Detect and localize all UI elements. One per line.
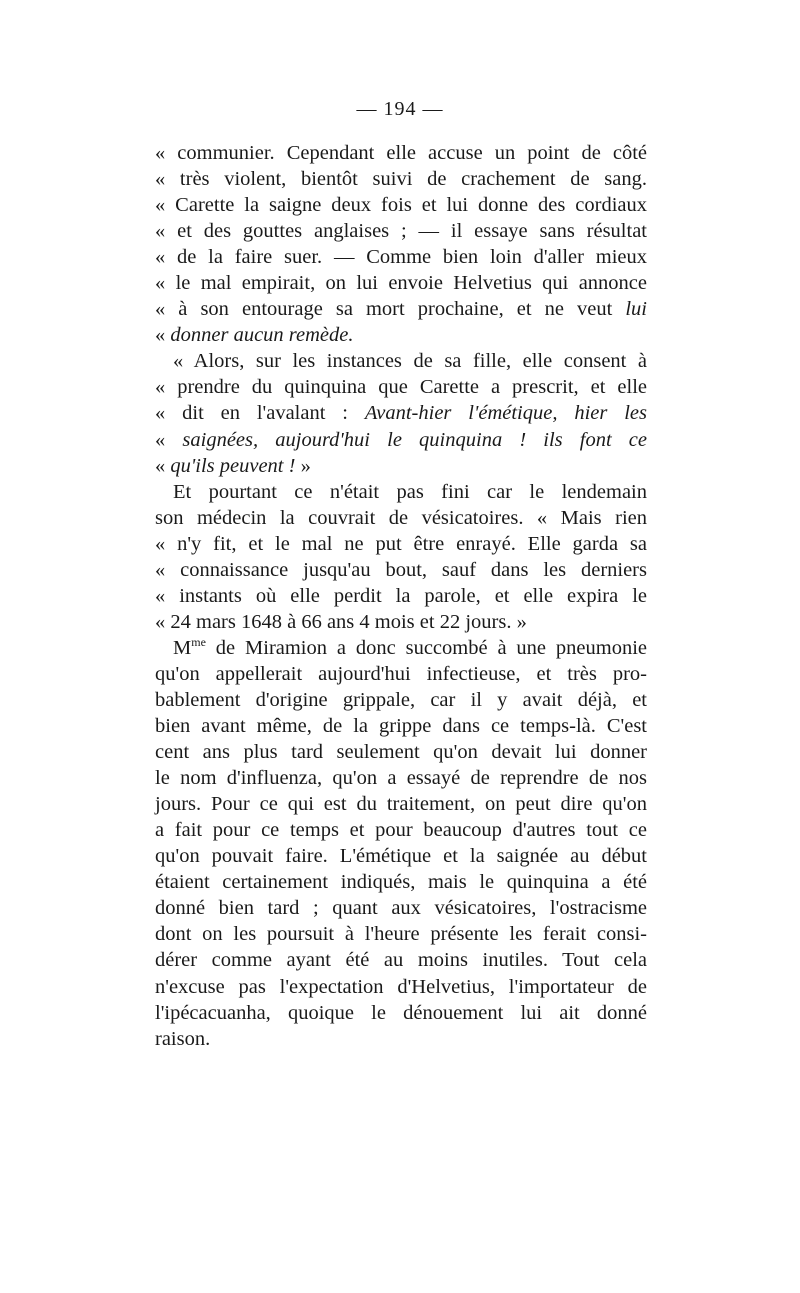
- text-line: [155, 453, 647, 479]
- text-segment: jours. Pour ce qui est du traitement, on peut dire qu'on: [155, 793, 647, 816]
- text-segment: de Miramion a donc succombé à une pneumonie: [205, 636, 647, 659]
- italic-text: qu'ils peuvent !: [170, 454, 296, 477]
- italic-text: donner aucun remède.: [170, 324, 354, 347]
- text-segment: dérer comme ayant été au moins inutiles. Tout cela: [155, 949, 647, 972]
- italic-text: Avant-hier l'émétique, hier les: [364, 402, 647, 425]
- text-line: [155, 895, 647, 921]
- text-segment: »: [295, 454, 311, 477]
- text-line: [155, 661, 647, 687]
- text-segment: « Carette la saigne deux fois et lui donne des cordiaux: [155, 194, 647, 217]
- text-segment: « 24 mars 1648 à 66 ans 4 mois et 22 jours. »: [155, 610, 527, 633]
- text-line: [155, 166, 647, 192]
- text-line: [155, 140, 647, 166]
- text-line: [155, 765, 647, 791]
- text-line: [155, 348, 647, 374]
- text-segment: n'excuse pas l'expectation d'Helvetius, l'importateur de: [155, 975, 647, 998]
- italic-text: lui: [625, 298, 647, 321]
- text-segment: «: [155, 324, 171, 347]
- text-segment: M: [173, 636, 192, 659]
- italic-text: saignées, aujourd'hui le quinquina ! ils font ce: [182, 428, 648, 451]
- text-segment: « le mal empirait, on lui envoie Helvetius qui annonce: [155, 272, 647, 295]
- text-line: [155, 244, 647, 270]
- text-segment: qu'on pouvait faire. L'émétique et la saignée au début: [155, 845, 647, 868]
- text-segment: «: [155, 454, 171, 477]
- text-segment: raison.: [155, 1027, 211, 1050]
- text-segment: qu'on appellerait aujourd'hui infectieuse, et très pro-: [155, 662, 647, 685]
- text-line: [155, 322, 647, 348]
- text-line: [155, 609, 647, 635]
- text-segment: Et pourtant ce n'était pas fini car le lendemain: [173, 480, 647, 503]
- text-line: [155, 713, 647, 739]
- text-segment: le nom d'influenza, qu'on a essayé de reprendre de nos: [155, 767, 647, 790]
- text-line: [155, 479, 647, 505]
- text-line: [155, 687, 647, 713]
- text-line: [155, 583, 647, 609]
- text-segment: «: [155, 428, 183, 451]
- body-text: [155, 140, 647, 1052]
- text-line: [155, 427, 647, 453]
- text-segment: « instants où elle perdit la parole, et elle expira le: [155, 584, 647, 607]
- text-segment: étaient certainement indiqués, mais le quinquina a été: [155, 871, 647, 894]
- text-line: [155, 635, 647, 661]
- text-line: [155, 374, 647, 400]
- text-line: [155, 557, 647, 583]
- text-segment: dont on les poursuit à l'heure présente les ferait consi-: [155, 923, 647, 946]
- text-line: [155, 791, 647, 817]
- text-line: [155, 921, 647, 947]
- text-segment: donné bien tard ; quant aux vésicatoires, l'ostracisme: [155, 897, 647, 920]
- text-segment: a fait pour ce temps et pour beaucoup d'autres tout ce: [155, 819, 647, 842]
- text-line: [155, 739, 647, 765]
- text-segment: « et des gouttes anglaises ; — il essaye sans résultat: [155, 220, 647, 243]
- text-segment: « communier. Cependant elle accuse un point de côté: [155, 142, 647, 164]
- text-segment: « connaissance jusqu'au bout, sauf dans les derniers: [155, 558, 647, 581]
- text-segment: « à son entourage sa mort prochaine, et ne veut: [155, 298, 626, 321]
- text-line: [155, 270, 647, 296]
- text-line: [155, 531, 647, 557]
- text-line: [155, 218, 647, 244]
- text-segment: cent ans plus tard seulement qu'on devait lui donner: [155, 741, 647, 764]
- text-line: [155, 947, 647, 973]
- text-line: [155, 843, 647, 869]
- text-segment: « prendre du quinquina que Carette a prescrit, et elle: [155, 376, 647, 399]
- text-segment: bablement d'origine grippale, car il y avait déjà, et: [155, 688, 647, 711]
- text-line: [155, 974, 647, 1000]
- text-line: [155, 1000, 647, 1026]
- text-segment: « Alors, sur les instances de sa fille, elle consent à: [173, 350, 647, 373]
- superscript: me: [191, 634, 206, 649]
- page-number: — 194 —: [356, 98, 444, 120]
- text-line: [155, 505, 647, 531]
- text-line: [155, 400, 647, 426]
- text-segment: « très violent, bientôt suivi de crachement de sang.: [155, 168, 647, 191]
- text-line: [155, 192, 647, 218]
- text-segment: « n'y fit, et le mal ne put être enrayé. Elle garda sa: [155, 532, 647, 555]
- text-line: [155, 869, 647, 895]
- text-segment: l'ipécacuanha, quoique le dénouement lui ait donné: [155, 1001, 647, 1024]
- text-segment: son médecin la couvrait de vésicatoires. « Mais rien: [155, 506, 647, 529]
- text-line: [155, 817, 647, 843]
- text-segment: « dit en l'avalant :: [155, 402, 365, 425]
- text-segment: bien avant même, de la grippe dans ce temps-là. C'est: [155, 715, 647, 738]
- text-segment: « de la faire suer. — Comme bien loin d'aller mieux: [155, 246, 647, 269]
- text-line: [155, 1026, 647, 1052]
- text-line: [155, 296, 647, 322]
